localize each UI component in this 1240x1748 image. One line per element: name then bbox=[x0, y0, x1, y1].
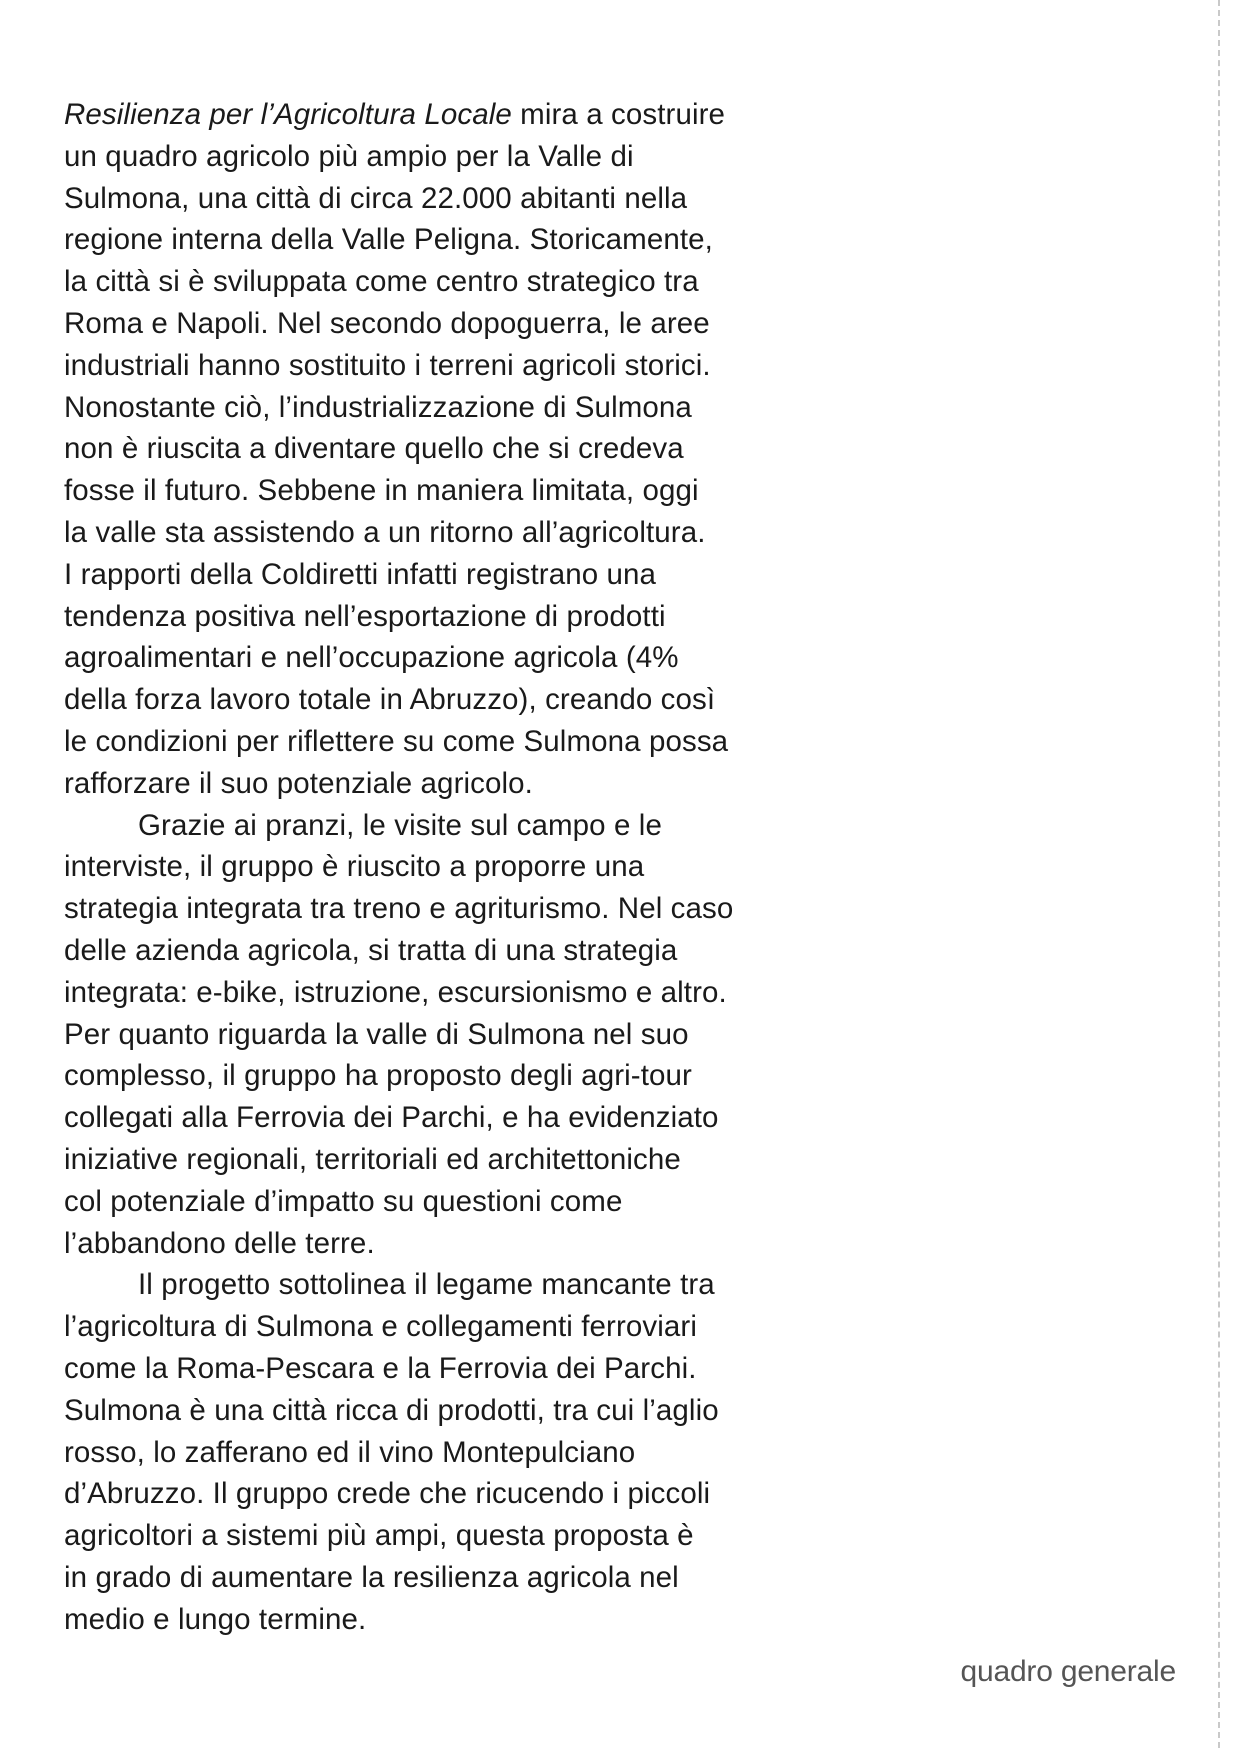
project-title: Resilienza per l’Agricoltura Locale bbox=[64, 98, 512, 131]
text-line: della forza lavoro totale in Abruzzo), creando così bbox=[64, 683, 716, 717]
text-line: Nonostante ciò, l’industrializzazione di Sulmona bbox=[64, 390, 692, 424]
text-line: agricoltori a sistemi più ampi, questa proposta è bbox=[64, 1519, 694, 1553]
text-line: l’agricoltura di Sulmona e collegamenti ferroviari bbox=[64, 1310, 697, 1344]
text-line: strategia integrata tra treno e agriturismo. Nel caso bbox=[64, 892, 734, 926]
page-edge-marker bbox=[1218, 0, 1240, 1748]
paragraph bbox=[64, 1264, 804, 1640]
text-fragment: mira a costruire bbox=[511, 98, 726, 131]
text-line: Sulmona è una città ricca di prodotti, tra cui l’aglio bbox=[64, 1393, 719, 1427]
text-line: come la Roma-Pescara e la Ferrovia dei Parchi. bbox=[64, 1351, 697, 1385]
text-line: Roma e Napoli. Nel secondo dopoguerra, le aree bbox=[64, 306, 710, 340]
text-line: la valle sta assistendo a un ritorno all’agricoltura. bbox=[64, 515, 706, 549]
text-line: tendenza positiva nell’esportazione di prodotti bbox=[64, 599, 666, 633]
text-line: rosso, lo zafferano ed il vino Montepulciano bbox=[64, 1435, 636, 1469]
text-line: interviste, il gruppo è riuscito a proporre una bbox=[64, 850, 645, 884]
text-line bbox=[64, 94, 804, 136]
text-line: iniziative regionali, territoriali ed architettoniche bbox=[64, 1142, 681, 1176]
text-line: Il progetto sottolinea il legame mancante tra bbox=[138, 1268, 715, 1302]
text-line: non è riuscita a diventare quello che si credeva bbox=[64, 432, 684, 466]
text-line: complesso, il gruppo ha proposto degli agri-tour bbox=[64, 1059, 692, 1093]
text-line: I rapporti della Coldiretti infatti registrano una bbox=[64, 557, 657, 591]
text-line: la città si è sviluppata come centro strategico tra bbox=[64, 265, 699, 299]
text-line: agroalimentari e nell’occupazione agricola (4% bbox=[64, 641, 679, 675]
paragraph bbox=[64, 805, 804, 1265]
text-line: d’Abruzzo. Il gruppo crede che ricucendo i piccoli bbox=[64, 1477, 711, 1511]
text-line: col potenziale d’impatto su questioni come bbox=[64, 1184, 623, 1218]
text-line: rafforzare il suo potenziale agricolo. bbox=[64, 766, 533, 800]
text-line: regione interna della Valle Peligna. Storicamente, bbox=[64, 223, 713, 257]
paragraph bbox=[64, 94, 804, 805]
text-line: le condizioni per riflettere su come Sulmona possa bbox=[64, 724, 729, 758]
text-line: delle azienda agricola, si tratta di una strategia bbox=[64, 933, 678, 967]
text-line: medio e lungo termine. bbox=[64, 1602, 367, 1636]
body-text bbox=[64, 94, 804, 1640]
text-line: Grazie ai pranzi, le visite sul campo e le bbox=[138, 808, 662, 842]
text-line: Sulmona, una città di circa 22.000 abitanti nella bbox=[64, 181, 688, 215]
text-line: integrata: e-bike, istruzione, escursionismo e altro. bbox=[64, 975, 727, 1009]
text-line: fosse il futuro. Sebbene in maniera limitata, oggi bbox=[64, 474, 699, 508]
text-line: in grado di aumentare la resilienza agricola nel bbox=[64, 1560, 679, 1594]
text-line: Per quanto riguarda la valle di Sulmona nel suo bbox=[64, 1017, 689, 1051]
section-footer-label: quadro generale bbox=[960, 1655, 1176, 1688]
text-line: l’abbandono delle terre. bbox=[64, 1226, 375, 1260]
text-line: industriali hanno sostituito i terreni agricoli storici. bbox=[64, 348, 711, 382]
text-line: collegati alla Ferrovia dei Parchi, e ha evidenziato bbox=[64, 1101, 719, 1135]
text-line: un quadro agricolo più ampio per la Valle di bbox=[64, 139, 634, 173]
